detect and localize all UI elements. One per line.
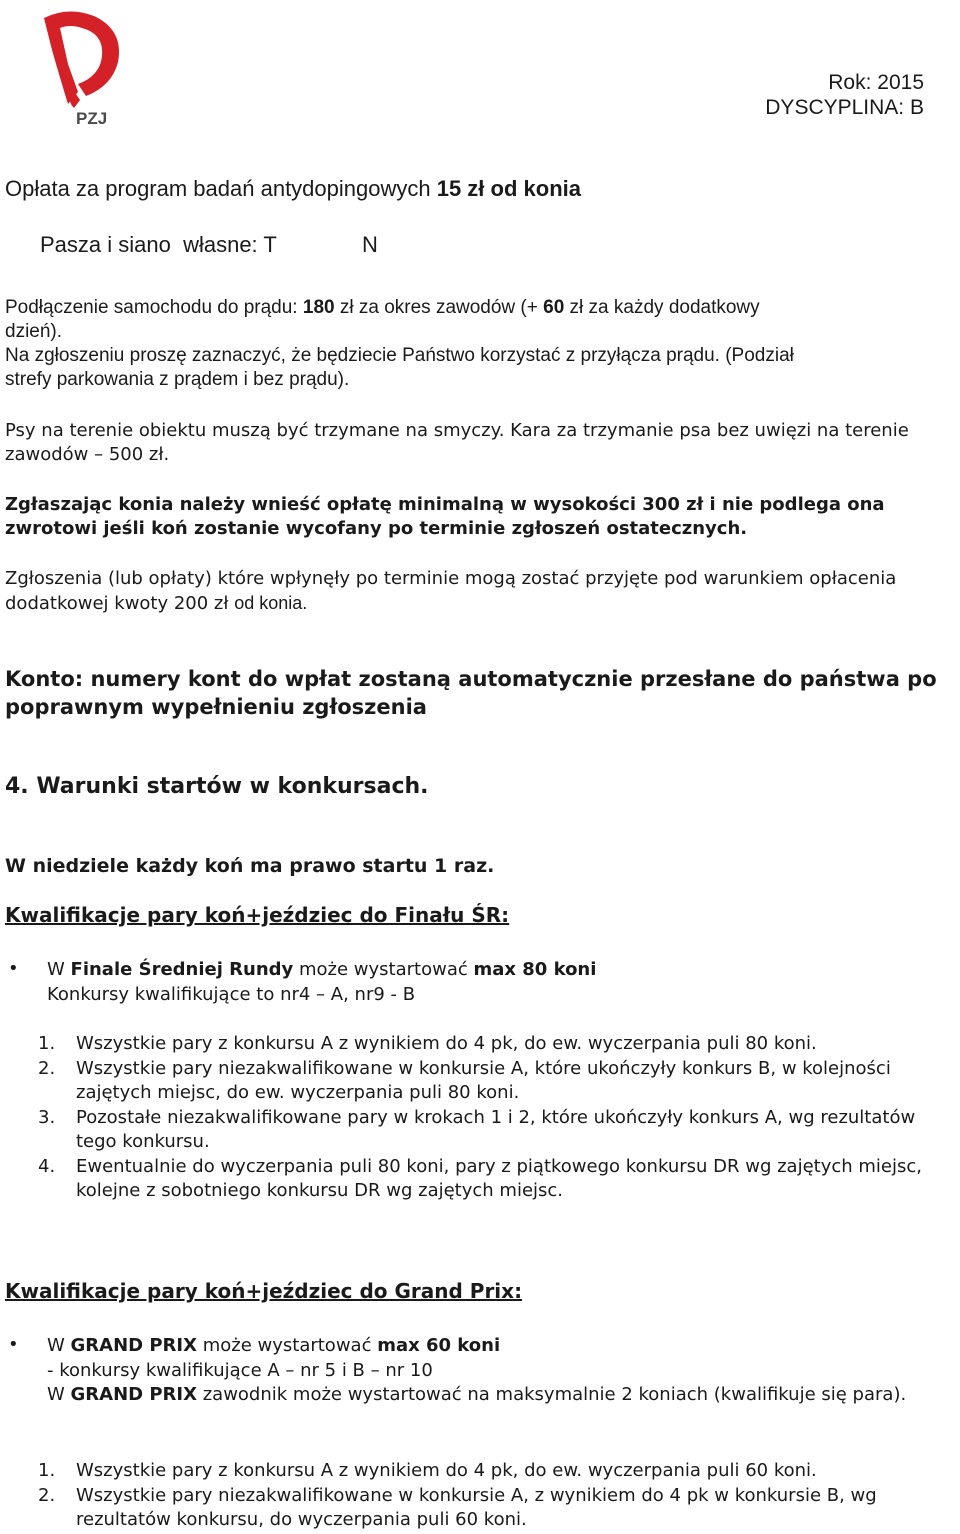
gp-qualifying-classes: - konkursy kwalifikujące A – nr 5 i B – nr 10: [47, 1359, 433, 1381]
sunday-rule: W niedziele każdy koń ma prawo startu 1 raz.: [5, 855, 495, 877]
feed-no-option: N: [362, 232, 378, 257]
final-qualification-heading: Kwalifikacje pary koń+jeździec do Finału ŚR:: [5, 903, 510, 927]
list-item: [38, 1484, 956, 1533]
final-limit-count: max 80 koni: [473, 959, 597, 980]
late-entry-rule: [5, 567, 956, 616]
section-4-title: 4. Warunki startów w konkursach.: [5, 774, 429, 799]
final-limit-mid: może wystartować: [293, 959, 474, 980]
list-item-text: Ewentualnie do wyczerpania puli 80 koni, pary z piątkowego konkursu DR wg zajętych miejsc, kolejne z sobotniego konkursu DR wg zajętych miejsc.: [76, 1155, 922, 1201]
list-item-text: Wszystkie pary niezakwalifikowane w konkursie A, które ukończyły konkurs B, w kolejności zajętych miejsc, do ew. wyczerpania puli 80 koni.: [76, 1057, 891, 1103]
doping-fee-amount: 15 zł od konia: [436, 176, 581, 201]
list-item: [38, 1106, 956, 1155]
list-item: [38, 1155, 956, 1204]
feed-own-label: Pasza i siano własne: T: [40, 232, 277, 257]
final-qualification-list: [38, 1032, 956, 1204]
final-round-name: Finale Średniej Rundy: [70, 959, 294, 980]
dogs-rule: Psy na terenie obiektu muszą być trzymane na smyczy. Kara za trzymanie psa bez uwięzi na terenie zawodów – 500 zł.: [5, 420, 909, 465]
gp-name: GRAND PRIX: [70, 1335, 197, 1356]
bullet-icon: •: [8, 1334, 19, 1355]
gp-horse-limit-prefix: W: [47, 1384, 71, 1405]
gp-qualification-list: [38, 1459, 956, 1533]
power-note-line2: strefy parkowania z prądem i bez prądu).: [5, 369, 350, 390]
power-fee-label: Podłączenie samochodu do prądu:: [5, 297, 303, 318]
gp-limit-mid: może wystartować: [197, 1335, 378, 1356]
list-item: [38, 1057, 956, 1106]
final-limit: [47, 958, 954, 982]
doping-fee-label: Opłata za program badań antydopingowych: [5, 176, 437, 201]
list-item-text: Wszystkie pary z konkursu A z wynikiem do 4 pk, do ew. wyczerpania puli 80 koni.: [76, 1033, 817, 1054]
power-fee-mid: zł za okres zawodów (+: [334, 297, 544, 318]
bullet-icon: •: [8, 958, 19, 979]
list-item-number: 1.: [38, 1033, 56, 1054]
pzj-logo: [38, 4, 130, 128]
power-fee-amount: 180: [302, 297, 335, 318]
late-entry-text: Zgłoszenia (lub opłaty) które wpłynęły po terminie mogą zostać przyjęte pod warunkiem opłacenia dodatkowej kwoty 200 zł: [5, 568, 897, 614]
power-note: Na zgłoszeniu proszę zaznaczyć, że będziecie Państwo korzystać z przyłącza prądu. (Podział: [5, 345, 794, 366]
list-item: [38, 1459, 956, 1484]
list-item-text: Wszystkie pary niezakwalifikowane w konkursie A, z wynikiem do 4 pk w konkursie B, wg rezultatów konkursu, do wyczerpania puli 60 koni.: [76, 1484, 877, 1530]
discipline-label: DYSCYPLINA: B: [765, 96, 924, 119]
final-limit-prefix: W: [47, 959, 71, 980]
power-fee-end: zł za każdy dodatkowy: [564, 297, 760, 318]
gp-qualification-heading: Kwalifikacje pary koń+jeździec do Grand Prix:: [5, 1279, 523, 1303]
svg-text:PZJ: PZJ: [76, 109, 108, 128]
list-item-text: Wszystkie pary z konkursu A z wynikiem do 4 pk, do ew. wyczerpania puli 60 koni.: [76, 1460, 817, 1481]
account-info: Konto: numery kont do wpłat zostaną automatycznie przesłane do państwa po poprawnym wypełnieniu zgłoszenia: [5, 667, 937, 719]
power-fee: [5, 296, 954, 320]
entry-fee-rule: Zgłaszając konia należy wnieść opłatę minimalną w wysokości 300 zł i nie podlega ona zwrotowi jeśli koń zostanie wycofany po terminie zgłoszeń ostatecznych.: [5, 494, 885, 539]
power-fee-line2: dzień).: [5, 321, 63, 342]
list-item: [38, 1032, 956, 1057]
year-label: Rok: 2015: [828, 71, 924, 94]
gp-limit: [47, 1334, 956, 1359]
gp-limit-prefix: W: [47, 1335, 71, 1356]
doping-fee: [5, 177, 954, 201]
gp-name: GRAND PRIX: [70, 1384, 197, 1405]
list-item-number: 2.: [38, 1484, 56, 1506]
list-item-number: 2.: [38, 1057, 56, 1079]
list-item-number: 1.: [38, 1460, 56, 1481]
gp-rules: [47, 1334, 956, 1408]
gp-horse-limit-text: zawodnik może wystartować na maksymalnie 2 koniach (kwalifikuje się para).: [197, 1384, 907, 1405]
gp-limit-count: max 60 koni: [377, 1335, 501, 1356]
final-qualifying-classes: Konkursy kwalifikujące to nr4 – A, nr9 - B: [47, 984, 416, 1005]
gp-horse-limit: [47, 1383, 956, 1408]
late-entry-suffix: od konia.: [234, 593, 308, 613]
list-item-text: Pozostałe niezakwalifikowane pary w krokach 1 i 2, które ukończyły konkurs A, wg rezultatów tego konkursu.: [76, 1106, 916, 1152]
list-item-number: 3.: [38, 1106, 56, 1128]
list-item-number: 4.: [38, 1155, 56, 1177]
power-fee-extra: 60: [543, 297, 565, 318]
